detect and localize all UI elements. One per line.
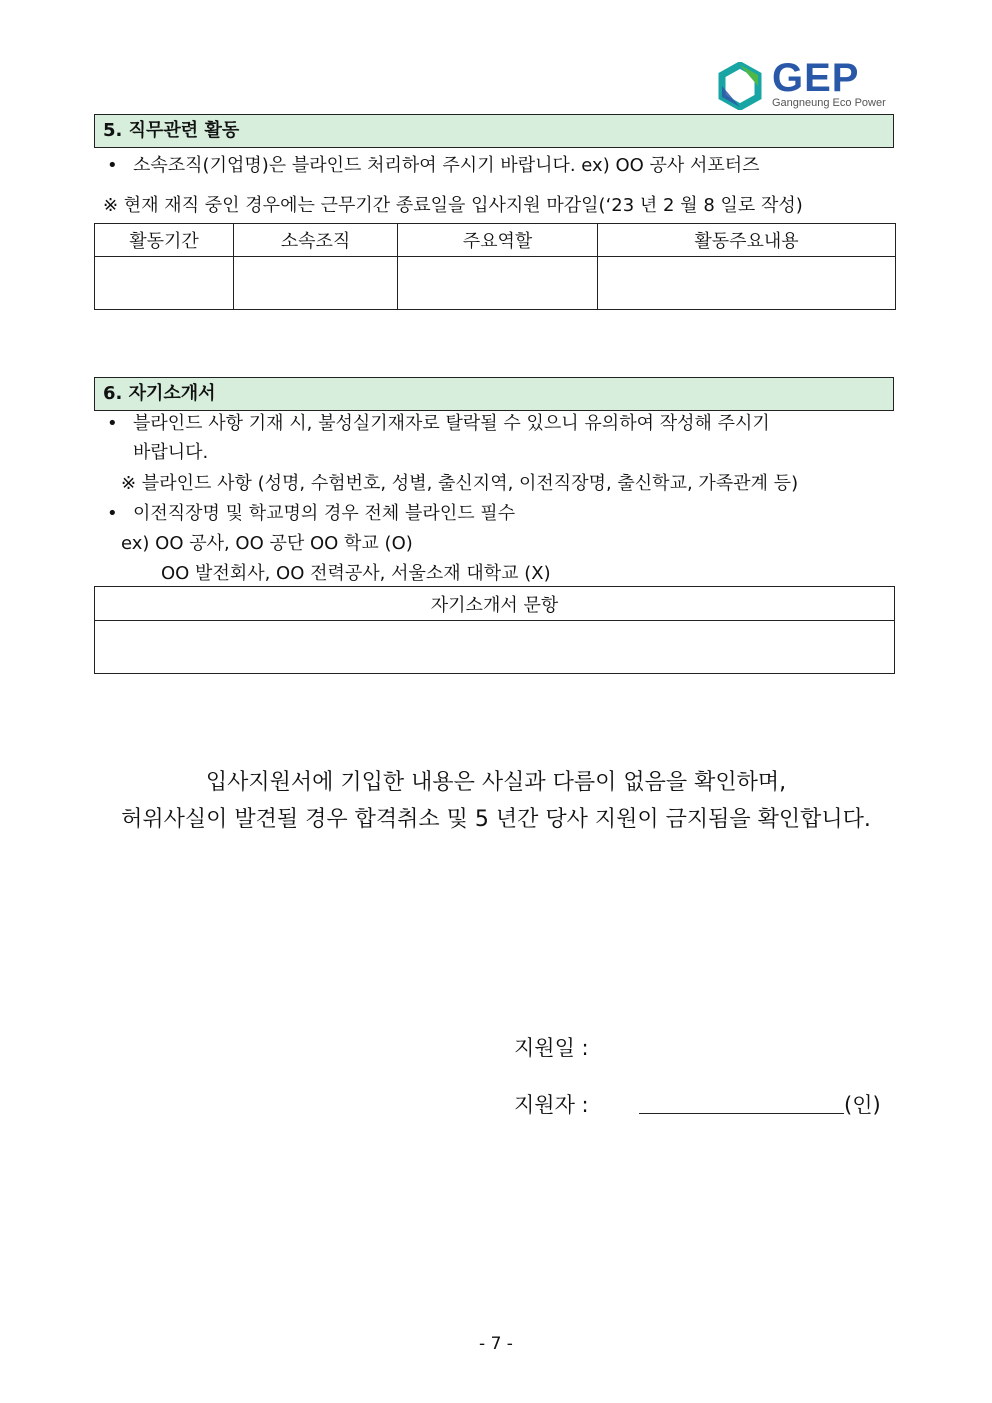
col-activity-period: 활동기간 [95,224,234,257]
section5-bullet-line [107,154,760,178]
self-intro-table [94,586,895,674]
section5-header: 5. 직무관련 활동 [94,114,894,148]
activity-table [94,223,896,310]
organization-cell[interactable] [234,257,398,310]
declaration-line1: 입사지원서에 기입한 내용은 사실과 다름이 없음을 확인하며, [205,770,787,795]
col-main-role: 주요역할 [398,224,598,257]
col-organization: 소속조직 [234,224,398,257]
company-logo [716,56,896,112]
main-role-cell[interactable] [398,257,598,310]
section6-line2: 이전직장명 및 학교명의 경우 전체 블라인드 필수 [133,503,516,524]
bullet-mark: • [107,155,118,176]
bullet-mark: • [107,503,118,524]
page-number: - 7 - [479,1334,513,1354]
self-intro-answer-cell[interactable] [95,621,895,674]
bullet-mark: • [107,413,118,434]
section5-line1: 소속조직(기업명)은 블라인드 처리하여 주시기 바랍니다. ex) OO 공사 서포터즈 [133,155,760,176]
section6-line1: 블라인드 사항 기재 시, 불성실기재자로 탈락될 수 있으니 유의하여 작성해 주시기 [133,413,770,434]
gep-hexagon-icon [716,62,764,110]
activity-table-header-row [95,224,896,257]
applicant-label: 지원자 : [514,1093,589,1117]
declaration-line2: 허위사실이 발견될 경우 합격취소 및 5 년간 당사 지원이 금지됨을 확인합니다. [121,807,871,832]
logo-subtitle: Gangneung Eco Power [772,97,886,109]
section6-note: ※ 블라인드 사항 (성명, 수험번호, 성별, 출신지역, 이전직장명, 출신학교, 가족관계 등) [121,473,799,494]
seal-mark: (인) [844,1093,881,1117]
self-intro-row [95,621,895,674]
section5-note: ※ 현재 재직 중인 경우에는 근무기간 종료일을 입사지원 마감일(‘23 년 2 월 8 일로 작성) [103,195,803,216]
self-intro-question-header: 자기소개서 문항 [95,587,895,621]
section6-bullet-line1 [107,412,770,436]
signature-line[interactable] [639,1113,844,1114]
section6-line1-continued: 바랍니다. [133,442,209,463]
col-activity-content: 활동주요내용 [598,224,896,257]
section6-header: 6. 자기소개서 [94,377,894,411]
logo-wordmark: GEP [772,56,860,100]
section6-bullet-line2 [107,502,515,526]
section6-example2: OO 발전회사, OO 전력공사, 서울소재 대학교 (X) [161,563,551,584]
section6-example1: ex) OO 공사, OO 공단 OO 학교 (O) [121,533,413,554]
activity-period-cell[interactable] [95,257,234,310]
activity-content-cell[interactable] [598,257,896,310]
activity-table-row [95,257,896,310]
self-intro-header-row [95,587,895,621]
application-date-label: 지원일 : [514,1036,589,1060]
